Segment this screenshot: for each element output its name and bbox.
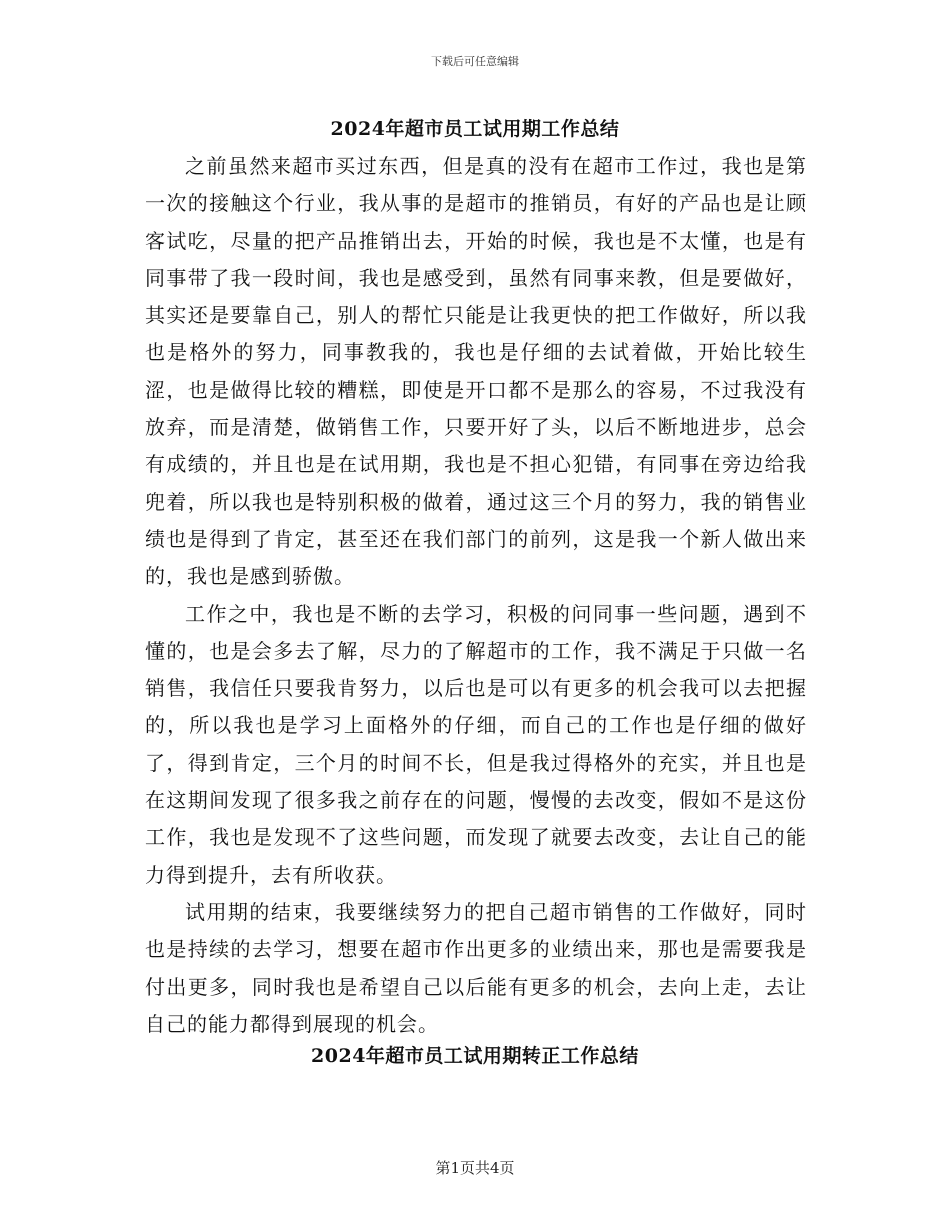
header-note: 下载后可任意编辑 — [431, 55, 519, 68]
paragraph-3: 试用期的结束，我要继续努力的把自己超市销售的工作做好，同时也是持续的去学习，想要在超市作出更多的业绩出来，那也是需要我是付出更多，同时我也是希望自己以后能有更多的机会，去向上走，去让自己的能力都得到展现的机会。 — [145, 899, 807, 1036]
document-title: 2024年超市员工试用期工作总结 — [330, 118, 620, 140]
page-footer: 第1页共4页 — [435, 1159, 515, 1177]
next-section-title: 2024年超市员工试用期转正工作总结 — [311, 1045, 639, 1067]
document-body — [145, 148, 807, 1043]
paragraph-2: 工作之中，我也是不断的去学习，积极的问同事一些问题，遇到不懂的，也是会多去了解，尽力的了解超市的工作，我不满足于只做一名销售，我信任只要我肯努力，以后也是可以有更多的机会我可以去把握的，所以我也是学习上面格外的仔细，而自己的工作也是仔细的做好了，得到肯定，三个月的时间不长，但是我过得格外的充实，并且也是在这期间发现了很多我之前存在的问题，慢慢的去改变，假如不是这份工作，我也是发现不了这些问题，而发现了就要去改变，去让自己的能力得到提升，去有所收获。 — [145, 601, 807, 887]
paragraph-1: 之前虽然来超市买过东西，但是真的没有在超市工作过，我也是第一次的接触这个行业，我从事的是超市的推销员，有好的产品也是让顾客试吃，尽量的把产品推销出去，开始的时候，我也是不太懂，也是有同事带了我一段时间，我也是感受到，虽然有同事来教，但是要做好，其实还是要靠自己，别人的帮忙只能是让我更快的把工作做好，所以我也是格外的努力，同事教我的，我也是仔细的去试着做，开始比较生涩，也是做得比较的糟糕，即使是开口都不是那么的容易，不过我没有放弃，而是清楚，做销售工作，只要开好了头，以后不断地进步，总会有成绩的，并且也是在试用期，我也是不担心犯错，有同事在旁边给我兜着，所以我也是特别积极的做着，通过这三个月的努力，我的销售业绩也是得到了肯定，甚至还在我们部门的前列，这是我一个新人做出来的，我也是感到骄傲。 — [145, 154, 807, 589]
